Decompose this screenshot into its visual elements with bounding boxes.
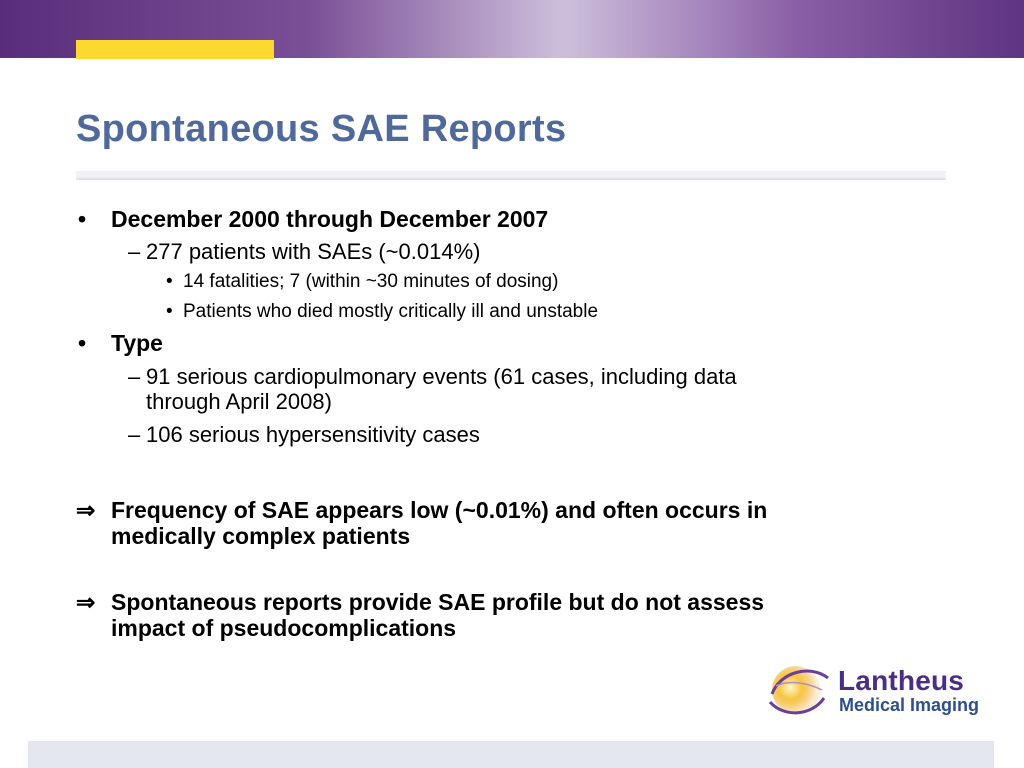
sub-bullet-cardiopulmonary-line2: through April 2008): [146, 389, 332, 414]
conclusion-frequency-line1: Frequency of SAE appears low (~0.01%) and often occurs in: [111, 497, 768, 523]
dash-marker: –: [128, 422, 141, 447]
bullet-date-range: December 2000 through December 2007: [111, 206, 549, 232]
footer-band: [28, 741, 994, 768]
conclusion-spontaneous-line1: Spontaneous reports provide SAE profile but do not assess: [111, 589, 765, 615]
bullet-type: Type: [111, 330, 163, 356]
sub-bullet-hypersensitivity: 106 serious hypersensitivity cases: [146, 422, 480, 447]
sub-bullet-cardiopulmonary-line1: 91 serious cardiopulmonary events (61 cases, including data: [146, 364, 737, 389]
sub-sub-bullet-fatalities: 14 fatalities; 7 (within ~30 minutes of dosing): [183, 271, 559, 292]
bullet-marker: •: [78, 330, 87, 356]
bullet-marker: •: [166, 301, 173, 322]
accent-bar: [76, 40, 274, 59]
dash-marker: –: [128, 364, 141, 389]
implies-arrow-icon: ⇒: [76, 497, 96, 523]
logo-name: Lantheus: [838, 665, 965, 696]
bullet-marker: •: [166, 271, 173, 292]
slide-title: Spontaneous SAE Reports: [76, 108, 567, 150]
implies-arrow-icon: ⇒: [76, 589, 96, 615]
sub-sub-bullet-patients-died: Patients who died mostly critically ill and unstable: [183, 301, 599, 322]
conclusion-spontaneous-line2: impact of pseudocomplications: [111, 615, 457, 641]
bullet-marker: •: [78, 206, 87, 232]
logo-subtitle: Medical Imaging: [839, 695, 980, 715]
dash-marker: –: [128, 239, 141, 264]
conclusion-frequency-line2: medically complex patients: [111, 523, 411, 549]
title-divider: [76, 171, 946, 180]
sub-bullet-patients: 277 patients with SAEs (~0.014%): [146, 239, 481, 264]
